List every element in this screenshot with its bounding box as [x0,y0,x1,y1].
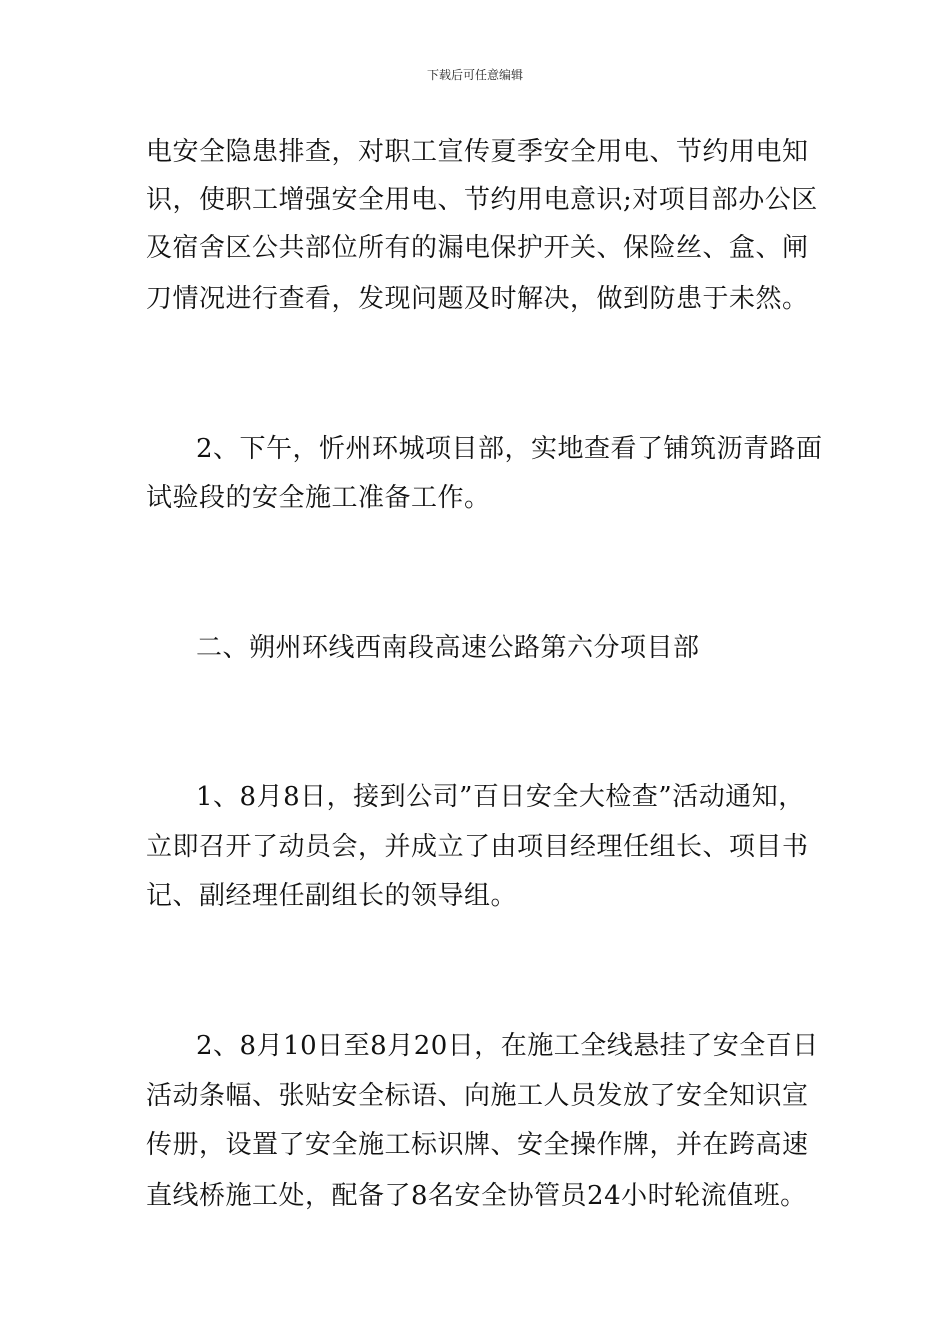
text-line: 立即召开了动员会，并成立了由项目经理任组长、项目书 [146,832,809,862]
text-line: 识，使职工增强安全用电、节约用电意识;对项目部办公区 [146,185,818,215]
text-line: 二、朔州环线西南段高速公路第六分项目部 [196,633,700,663]
text-line: 传册，设置了安全施工标识牌、安全操作牌，并在跨高速 [146,1130,809,1160]
text-line: 电安全隐患排查，对职工宣传夏季安全用电、节约用电知 [146,137,809,167]
text-line: 直线桥施工处，配备了8名安全协管员24小时轮流值班。 [146,1181,807,1211]
text-line: 活动条幅、张贴安全标语、向施工人员发放了安全知识宣 [146,1081,809,1111]
text-line: 1、8月8日，接到公司”百日安全大检查”活动通知， [196,782,805,812]
text-line: 记、副经理任副组长的领导组。 [146,881,518,911]
text-line: 试验段的安全施工准备工作。 [146,483,491,513]
text-line: 2、下午，忻州环城项目部，实地查看了铺筑沥青路面 [196,434,823,464]
text-line: 及宿舍区公共部位所有的漏电保护开关、保险丝、盒、闸 [146,233,809,263]
page-header: 下载后可任意编辑 [426,68,523,82]
text-line: 2、8月10日至8月20日，在施工全线悬挂了安全百日 [196,1031,819,1061]
text-line: 刀情况进行查看，发现问题及时解决，做到防患于未然。 [146,284,809,314]
